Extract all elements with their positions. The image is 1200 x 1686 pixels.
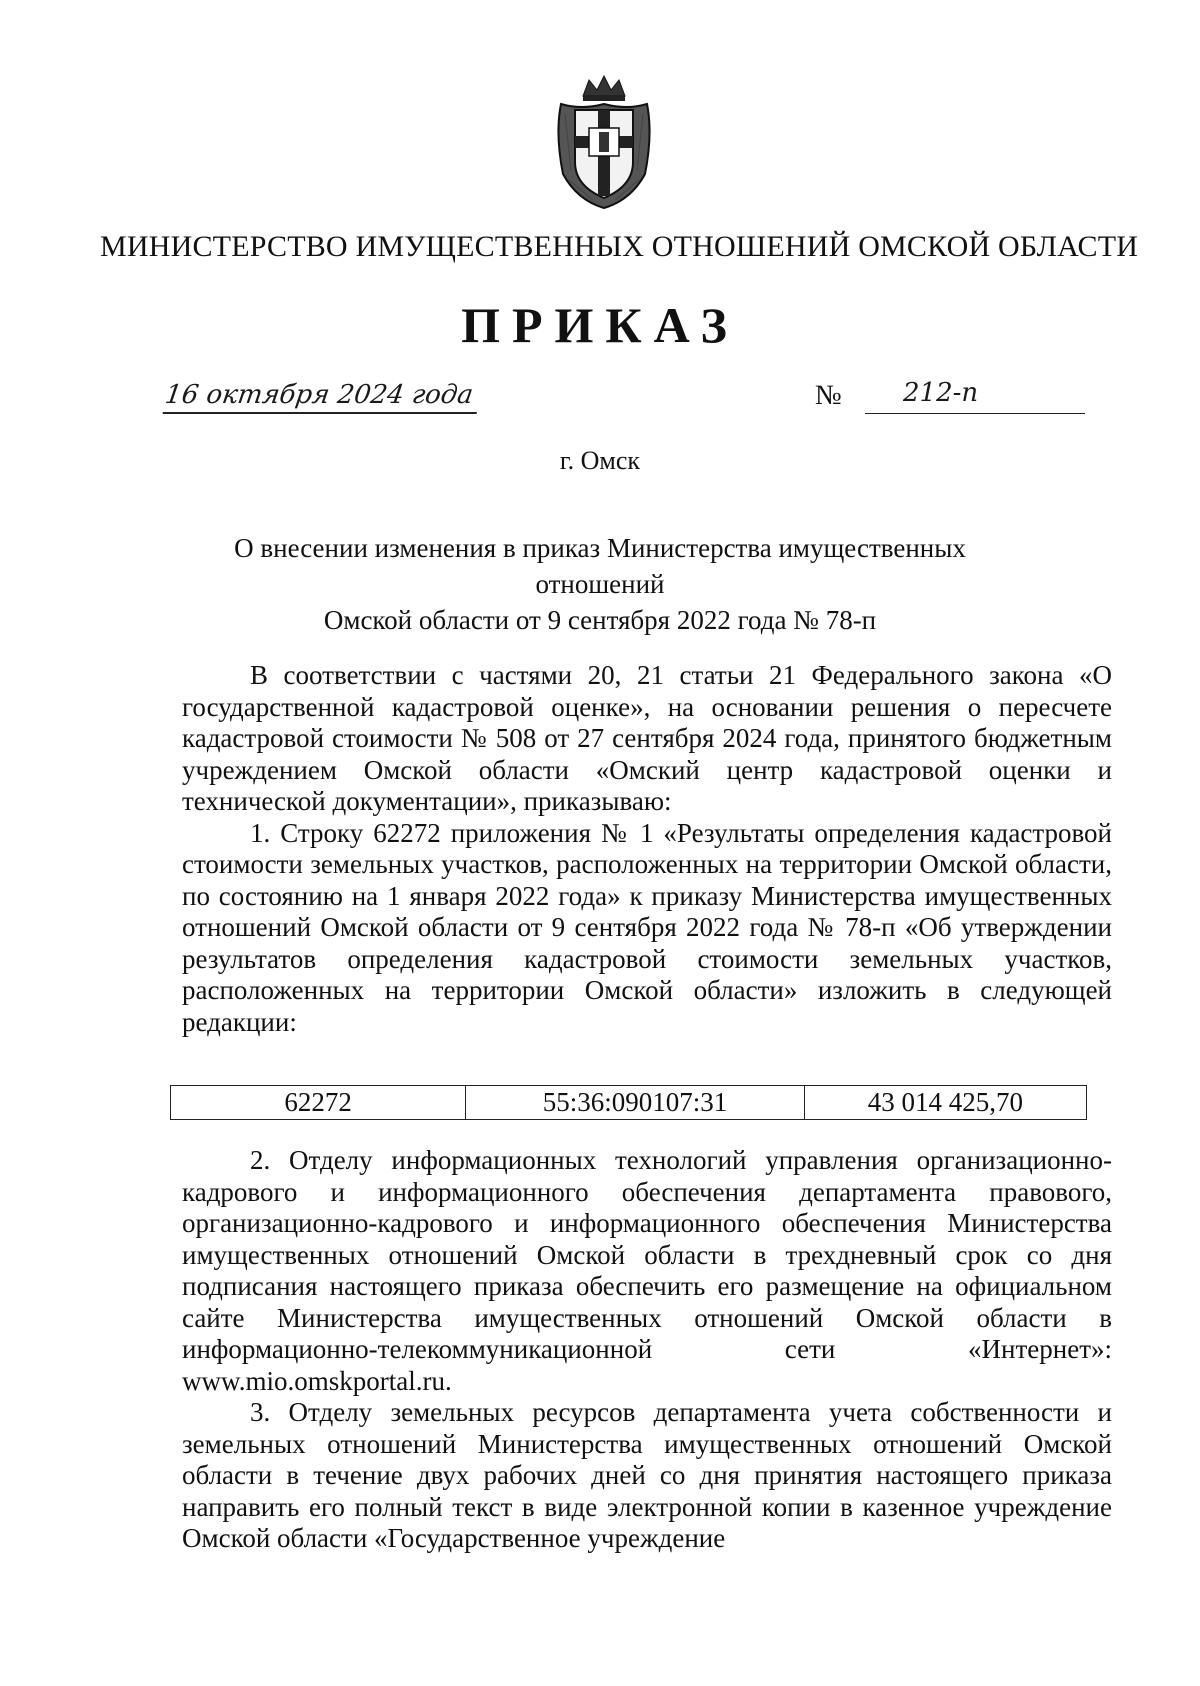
table-cell-cadastral-number: 55:36:090107:31 xyxy=(466,1086,804,1119)
handwritten-date: 16 октября 2024 года xyxy=(163,380,481,414)
body-section-2 xyxy=(182,1145,1112,1555)
subject-line-1: О внесении изменения в приказ Министерства имущественных отношений xyxy=(234,533,966,599)
table-cell-cadastral-value: 43 014 425,70 xyxy=(867,1087,1023,1117)
coat-of-arms-icon xyxy=(553,74,655,210)
body-section-1 xyxy=(182,660,1112,1038)
city: г. Омск xyxy=(559,446,641,475)
item-1-paragraph: 1. Строку 62272 приложения № 1 «Результаты определения кадастровой стоимости земельных участков, расположенных на территории Омской области, по состоянию на 1 января 2022 года» к приказу Министерства имущественных отношений Омской области от 9 сентября 2022 года № 78-п «Об утверждении результатов определения кадастровой стоимости земельных участков, расположенных на территории Омской области» изложить в следующей редакции: xyxy=(182,817,1112,1037)
preamble-paragraph: В соответствии с частями 20, 21 статьи 21 Федерального закона «О государственной кадастровой оценке», на основании решения о пересчете кадастровой стоимости № 508 от 27 сентября 2024 года, принятого бюджетным учреждением Омской области «Омский центр кадастровой оценки и технической документации», приказываю: xyxy=(182,660,1112,816)
cadastral-table-row xyxy=(170,1085,1087,1120)
number-sign: № xyxy=(815,380,842,411)
ministry-title: МИНИСТЕРСТВО ИМУЩЕСТВЕННЫХ ОТНОШЕНИЙ ОМСКОЙ ОБЛАСТИ xyxy=(100,230,1139,263)
item-2-paragraph: 2. Отделу информационных технологий управления организационно-кадрового и информационного обеспечения департамента правового, организационно-кадрового и информационного обеспечения Министерства имущественных отношений Омской области в трехдневный срок со дня подписания настоящего приказа обеспечить его размещение на официальном сайте Министерства имущественных отношений Омской области в информационно-телекоммуникационной сети «Интернет»: www.mio.omskportal.ru. xyxy=(182,1145,1112,1396)
item-3-paragraph: 3. Отделу земельных ресурсов департамента учета собственности и земельных отношений Министерства имущественных отношений Омской области в течение двух рабочих дней со дня принятия настоящего приказа направить его полный текст в виде электронной копии в казенное учреждение Омской области «Государственное учреждение xyxy=(182,1397,1112,1553)
table-cell-row-number: 62272 xyxy=(171,1086,466,1119)
order-date xyxy=(165,380,479,414)
order-subject xyxy=(180,530,1020,638)
document-type: ПРИКАЗ xyxy=(461,297,739,353)
order-number xyxy=(815,380,1085,412)
subject-line-2: Омской области от 9 сентября 2022 года № 78-п xyxy=(323,605,877,635)
handwritten-number: 212-п xyxy=(865,378,1085,414)
